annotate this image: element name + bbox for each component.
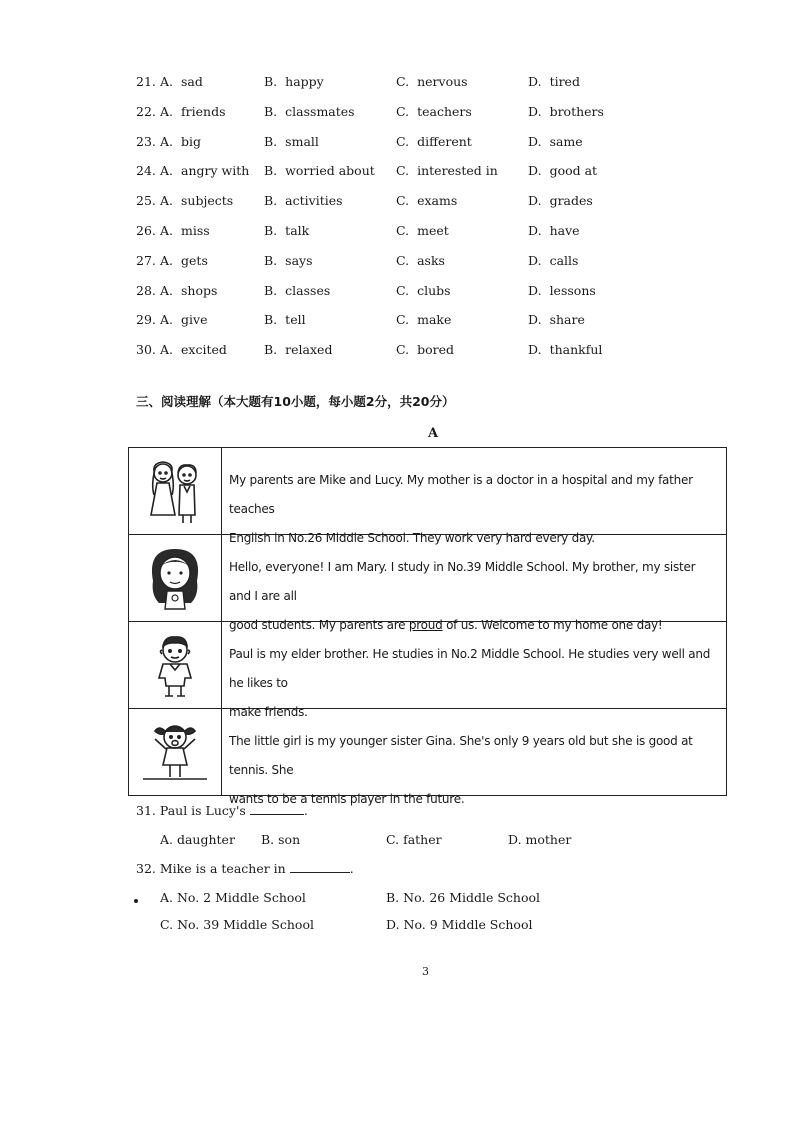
row2-line2-post: of us. Welcome to my home one day!: [442, 618, 663, 632]
row3-line2: make friends.: [229, 705, 308, 719]
option-text: calls: [549, 252, 579, 268]
question-stem: 32. Mike is a teacher in: [136, 861, 286, 876]
option-text: miss: [181, 222, 210, 238]
option-a[interactable]: [160, 163, 249, 178]
option-letter: C.: [396, 74, 410, 89]
option-d[interactable]: [528, 223, 580, 238]
option-text: tired: [549, 74, 580, 89]
option-text: friends: [181, 103, 226, 119]
row3-line1: Paul is my elder brother. He studies in No.2 Middle School. He studies very well and he likes to: [229, 647, 711, 690]
question-row: [136, 308, 736, 338]
option-letter: B.: [264, 133, 278, 149]
question-row: [136, 159, 736, 189]
question-stem: 31. Paul is Lucy's: [136, 803, 246, 818]
option-text: good at: [549, 163, 598, 179]
option-c[interactable]: [396, 163, 498, 178]
question-row: [136, 130, 736, 160]
option-letter: B.: [264, 193, 278, 209]
table-row: [129, 448, 726, 545]
option-text: lessons: [549, 282, 596, 298]
question-number: 29.: [136, 312, 156, 328]
option-a[interactable]: A. daughter: [160, 832, 235, 847]
scan-mark: [134, 899, 138, 903]
option-d[interactable]: [528, 104, 604, 119]
little-girl-icon: [139, 717, 211, 787]
parents-icon: [139, 455, 211, 527]
option-text: grades: [549, 193, 593, 209]
option-c[interactable]: [396, 134, 472, 149]
option-c[interactable]: [396, 342, 454, 357]
row1-line1: My parents are Mike and Lucy. My mother is a doctor in a hospital and my father teaches: [229, 473, 693, 516]
option-d[interactable]: [528, 74, 580, 89]
row2-line2-pre: good students. My parents are: [229, 618, 409, 632]
question-number: 26.: [136, 222, 156, 238]
passage-label: A: [428, 426, 439, 441]
option-text: nervous: [417, 74, 468, 89]
question-number: 22.: [136, 103, 156, 119]
option-letter: D.: [528, 222, 542, 238]
mary-illustration: [129, 535, 222, 621]
option-text: asks: [417, 252, 445, 268]
option-letter: D.: [528, 74, 542, 89]
option-letter: C.: [396, 222, 410, 238]
option-text: classes: [285, 282, 331, 298]
option-letter: A.: [160, 252, 174, 268]
page-number: 3: [422, 965, 429, 978]
option-d[interactable]: [528, 163, 597, 178]
table-row: [129, 709, 726, 806]
option-letter: A.: [160, 163, 174, 179]
question-number: 30.: [136, 342, 156, 358]
option-c[interactable]: [396, 223, 449, 238]
option-d[interactable]: [528, 193, 593, 208]
option-b[interactable]: [264, 74, 324, 89]
option-text: make: [417, 312, 452, 328]
boy-icon: [145, 630, 205, 700]
option-letter: A.: [160, 222, 174, 238]
option-letter: B.: [264, 222, 278, 238]
option-text: small: [285, 133, 319, 149]
option-c[interactable]: C. No. 39 Middle School: [160, 917, 314, 932]
option-letter: B.: [264, 252, 278, 268]
question-row: [136, 249, 736, 279]
option-a[interactable]: [160, 283, 217, 298]
question-number: 23.: [136, 133, 156, 149]
option-d[interactable]: D. No. 9 Middle School: [386, 917, 533, 932]
question-row: [136, 100, 736, 130]
question-number: 24.: [136, 163, 156, 179]
option-letter: A.: [160, 74, 174, 89]
option-letter: C.: [396, 312, 410, 328]
option-a[interactable]: [160, 342, 227, 357]
option-b[interactable]: [264, 223, 309, 238]
option-letter: C.: [396, 282, 410, 298]
option-c[interactable]: [396, 312, 451, 327]
question-number: 21.: [136, 74, 156, 89]
question-row: [136, 338, 736, 368]
option-text: share: [549, 312, 585, 328]
option-text: bored: [417, 342, 454, 358]
option-letter: C.: [396, 133, 410, 149]
cloze-options-list: [136, 70, 736, 368]
option-text: classmates: [285, 103, 355, 119]
option-text: excited: [181, 342, 227, 358]
answer-blank[interactable]: [250, 803, 304, 815]
option-letter: B.: [264, 312, 278, 328]
option-text: interested in: [417, 163, 498, 179]
option-letter: C.: [396, 103, 410, 119]
passage-table: [128, 447, 727, 806]
option-letter: B.: [264, 103, 278, 119]
option-letter: D.: [528, 193, 542, 209]
section-title: 三、阅读理解（本大题有10小题，每小题2分，共20分）: [136, 394, 455, 409]
option-letter: D.: [528, 163, 542, 179]
question-row: [136, 279, 736, 309]
option-letter: D.: [528, 252, 542, 268]
question-row: [136, 189, 736, 219]
option-text: meet: [417, 222, 449, 238]
option-text: worried about: [285, 163, 375, 179]
option-text: says: [285, 252, 313, 268]
option-a[interactable]: [160, 312, 207, 327]
table-row: [129, 535, 726, 632]
option-text: same: [549, 133, 583, 149]
option-text: angry with: [181, 163, 250, 179]
option-text: happy: [285, 74, 324, 89]
option-letter: D.: [528, 282, 542, 298]
option-text: big: [181, 133, 202, 149]
option-letter: D.: [528, 133, 542, 149]
row-text: [222, 622, 726, 719]
option-d[interactable]: [528, 253, 578, 268]
option-letter: D.: [528, 342, 542, 358]
option-b[interactable]: [264, 283, 330, 298]
option-b[interactable]: [264, 253, 313, 268]
option-text: give: [181, 312, 208, 328]
row2-line1: Hello, everyone! I am Mary. I study in No.39 Middle School. My brother, my sister and I are all: [229, 560, 696, 603]
option-b[interactable]: [264, 163, 375, 178]
option-letter: A.: [160, 342, 174, 358]
option-text: shops: [181, 282, 218, 298]
option-letter: A.: [160, 103, 174, 119]
row4-line2: wants to be a tennis player in the future.: [229, 792, 465, 806]
question-row: [136, 219, 736, 249]
option-letter: C.: [396, 163, 410, 179]
question-number: 25.: [136, 193, 156, 209]
option-a[interactable]: [160, 253, 208, 268]
option-letter: C.: [396, 193, 410, 209]
option-c[interactable]: [396, 253, 445, 268]
option-b[interactable]: [264, 193, 343, 208]
option-d[interactable]: [528, 134, 583, 149]
option-text: different: [417, 133, 472, 149]
option-text: brothers: [549, 103, 604, 119]
option-a[interactable]: [160, 104, 225, 119]
option-b[interactable]: [264, 342, 332, 357]
option-text: clubs: [417, 282, 451, 298]
table-row: [129, 622, 726, 719]
row-text: [222, 448, 726, 545]
option-b[interactable]: [264, 104, 355, 119]
option-a[interactable]: [160, 223, 210, 238]
option-text: subjects: [181, 193, 234, 209]
question-end: .: [349, 861, 354, 876]
row1-line2: English in No.26 Middle School. They work very hard every day.: [229, 531, 595, 545]
option-b[interactable]: B. No. 26 Middle School: [386, 890, 541, 905]
option-text: sad: [181, 74, 203, 89]
option-b[interactable]: [264, 312, 306, 327]
option-text: talk: [285, 222, 310, 238]
option-a[interactable]: [160, 193, 233, 208]
question-31: [136, 803, 308, 818]
option-d[interactable]: [528, 342, 602, 357]
option-letter: D.: [528, 103, 542, 119]
row-text: [222, 709, 726, 806]
option-text: tell: [285, 312, 306, 328]
option-text: teachers: [417, 103, 472, 119]
option-letter: B.: [264, 342, 278, 358]
option-a[interactable]: [160, 134, 201, 149]
option-c[interactable]: [396, 193, 457, 208]
option-c[interactable]: [396, 74, 468, 89]
option-letter: A.: [160, 133, 174, 149]
option-text: activities: [285, 193, 343, 209]
underlined-word: proud: [408, 618, 443, 632]
option-letter: C.: [396, 342, 410, 358]
question-number: 28.: [136, 282, 156, 298]
option-b[interactable]: B. son: [261, 832, 301, 847]
option-letter: B.: [264, 163, 278, 179]
option-letter: C.: [396, 252, 410, 268]
option-d[interactable]: D. mother: [508, 832, 572, 847]
question-end: .: [303, 803, 308, 818]
option-letter: B.: [264, 74, 278, 89]
option-d[interactable]: [528, 312, 585, 327]
row4-line1: The little girl is my younger sister Gina. She's only 9 years old but she is good at tennis. She: [229, 734, 693, 777]
option-a[interactable]: [160, 74, 203, 89]
option-text: exams: [417, 193, 458, 209]
option-text: have: [549, 222, 580, 238]
option-c[interactable]: [396, 104, 472, 119]
option-b[interactable]: [264, 134, 319, 149]
girl-icon: [143, 543, 207, 613]
option-c[interactable]: [396, 283, 451, 298]
option-text: relaxed: [285, 342, 333, 358]
parents-illustration: [129, 448, 222, 534]
option-letter: B.: [264, 282, 278, 298]
option-letter: D.: [528, 312, 542, 328]
gina-illustration: [129, 709, 222, 795]
question-number: 27.: [136, 252, 156, 268]
question-row: [136, 70, 736, 100]
option-text: thankful: [549, 342, 603, 358]
option-letter: A.: [160, 193, 174, 209]
option-letter: A.: [160, 282, 174, 298]
row-text: [222, 535, 726, 632]
option-c[interactable]: C. father: [386, 832, 442, 847]
option-a[interactable]: A. No. 2 Middle School: [160, 890, 306, 905]
option-letter: A.: [160, 312, 174, 328]
option-d[interactable]: [528, 283, 596, 298]
paul-illustration: [129, 622, 222, 708]
option-text: gets: [181, 252, 208, 268]
answer-blank[interactable]: [290, 861, 350, 873]
question-32: [136, 861, 354, 876]
